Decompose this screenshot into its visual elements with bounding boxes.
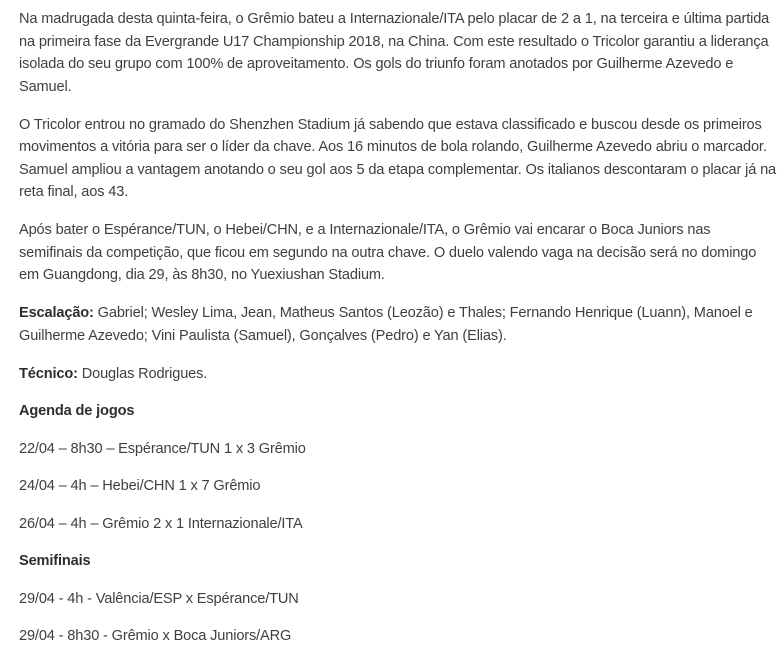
coach-text: Douglas Rodrigues. [77,365,208,382]
article-paragraph-2: O Tricolor entrou no gramado do Shenzhen Stadium já sabendo que estava classificado e buscou desde os primeiros movimentos a vitória para ser o líder da chave. Aos 16 minutos de bola rolando, Guilherme Azevedo abriu o marcador. Samuel ampliou a vantagem anotando o seu gol aos 5 da etapa complementar. Os italianos descontaram o placar já na reta final, aos 43. [19,116,776,200]
article-paragraph-1: Na madrugada desta quinta-feira, o Grêmio bateu a Internazionale/ITA pelo placar de 2 a 1, na terceira e última partida na primeira fase da Evergrande U17 Championship 2018, na China. Com este resultado o Tricolor garantiu a liderança isolada do seu grupo com 100% de aproveitamento. Os gols do triunfo foram anotados por Guilherme Azevedo e Samuel. [19,11,770,95]
lineup-label: Escalação: [19,305,94,321]
semis-heading: Semifinais [19,553,91,569]
schedule-item: 22/04 – 8h30 – Espérance/TUN 1 x 3 Grêmio [19,440,306,457]
coach-paragraph [19,363,776,386]
coach-label: Técnico: [19,365,78,382]
article-paragraph-3: Após bater o Espérance/TUN, o Hebei/CHN, e a Internazionale/ITA, o Grêmio vai encarar o Boca Juniors nas semifinais da competição, que ficou em segundo na outra chave. O duelo valendo vaga na decisão será no domingo em Guangdong, dia 29, às 8h30, no Yuexiushan Stadium. [19,222,757,283]
semis-item: 29/04 - 4h - Valência/ESP x Espérance/TUN [19,590,299,607]
schedule-item: 26/04 – 4h – Grêmio 2 x 1 Internazionale/ITA [19,515,303,532]
schedule-heading: Agenda de jogos [19,403,135,419]
semis-item: 29/04 - 8h30 - Grêmio x Boca Juniors/ARG [19,628,292,644]
lineup-text: Gabriel; Wesley Lima, Jean, Matheus Santos (Leozão) e Thales; Fernando Henrique (Luann), Manoel e Guilherme Azevedo; Vini Paulista (Samuel), Gonçalves (Pedro) e Yan (Elias). [19,305,753,344]
lineup-paragraph [19,302,776,347]
schedule-item: 24/04 – 4h – Hebei/CHN 1 x 7 Grêmio [19,478,261,494]
